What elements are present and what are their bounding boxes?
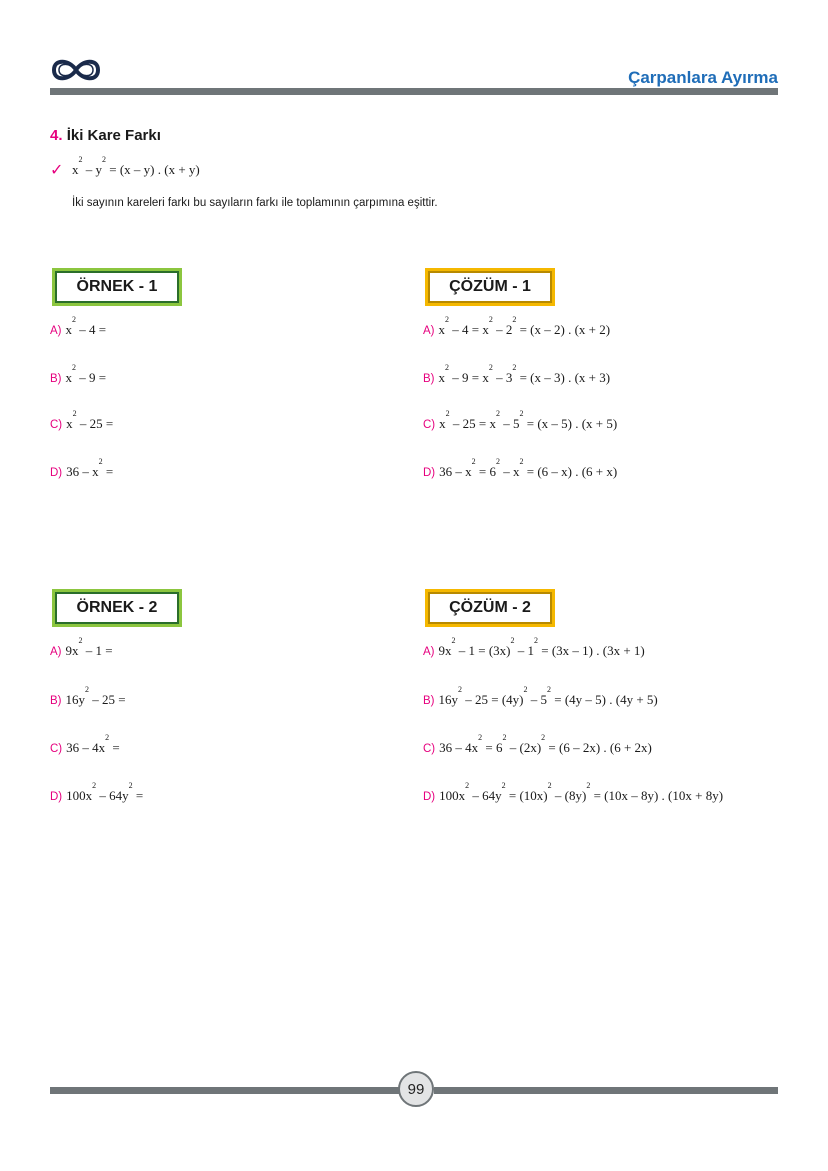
item-letter: B) [423, 695, 435, 707]
footer-divider-left [50, 1087, 400, 1094]
solution2-item: A) $9x^2 - 1 = (3x)^2 - 1^2 = (3x - 1)$ . (3x + 1) [423, 636, 645, 658]
item-letter: D) [50, 791, 63, 803]
solution1-item: C) $x^2 - 25 = x^2 - 5^2 = (x - 5)$ . (x + 5) [423, 409, 618, 431]
header-title: Çarpanlara Ayırma [628, 68, 778, 87]
example-2-label: ÖRNEK - 2 [55, 592, 179, 624]
example2-item: D) $100x^2 - 64y^2$ = [50, 781, 144, 803]
solution2-item: D) $100x^2 - 64y^2 = (10x)^2 - (8y)^2 = (10x - 8y)$ . (10x + 8y) [423, 781, 724, 803]
page-number: 99 [398, 1071, 434, 1107]
footer-divider-right [434, 1087, 778, 1094]
example1-item: B) $x^2 - 9$ = [50, 363, 107, 385]
infinity-logo-icon [50, 54, 102, 86]
example1-item: C) $x^2 - 25$ = [50, 409, 114, 431]
item-letter: D) [50, 467, 63, 479]
example-1-label: ÖRNEK - 1 [55, 271, 179, 303]
solution-1-label: ÇÖZÜM - 1 [428, 271, 552, 303]
item-letter: B) [50, 373, 62, 385]
solution1-item: D) $36 - x^2 = 6^2 - x^2 = (6 - x)$ . (6 + x) [423, 457, 618, 479]
item-letter: C) [423, 743, 436, 755]
rule-description: İki sayının kareleri farkı bu sayıların farkı ile toplamının çarpımına eşittir. [72, 197, 438, 209]
checkmark-icon: ✓ [50, 162, 64, 179]
solution2-item: C) $36 - 4x^2 = 6^2 - (2x)^2 = (6 - 2x)$ . (6 + 2x) [423, 733, 652, 755]
solution-2-label: ÇÖZÜM - 2 [428, 592, 552, 624]
item-letter: B) [423, 373, 435, 385]
item-letter: D) [423, 467, 436, 479]
main-formula: $x^2 - y^2 = (x - y)$ . (x + y) [72, 155, 200, 177]
item-letter: C) [50, 743, 63, 755]
section-number: 4. [50, 127, 63, 144]
solution2-item: B) $16y^2 - 25 = (4y)^2 - 5^2 = (4y - 5)$ . (4y + 5) [423, 685, 658, 707]
item-letter: C) [50, 419, 63, 431]
example1-item: A) $x^2 - 4$ = [50, 315, 107, 337]
solution1-item: B) $x^2 - 9 = x^2 - 3^2 = (x - 3)$ . (x + 3) [423, 363, 611, 385]
section-title [50, 127, 161, 144]
item-letter: A) [50, 325, 62, 337]
header-divider [50, 88, 778, 95]
item-letter: A) [423, 646, 435, 658]
item-letter: A) [423, 325, 435, 337]
item-letter: D) [423, 791, 436, 803]
example2-item: B) $16y^2 - 25$ = [50, 685, 126, 707]
example2-item: A) $9x^2 - 1$ = [50, 636, 113, 658]
item-letter: C) [423, 419, 436, 431]
section-title-text: İki Kare Farkı [66, 127, 161, 144]
item-letter: A) [50, 646, 62, 658]
item-letter: B) [50, 695, 62, 707]
example2-item: C) $36 - 4x^2$ = [50, 733, 120, 755]
example1-item: D) $36 - x^2$ = [50, 457, 114, 479]
solution1-item: A) $x^2 - 4 = x^2 - 2^2 = (x - 2)$ . (x + 2) [423, 315, 611, 337]
